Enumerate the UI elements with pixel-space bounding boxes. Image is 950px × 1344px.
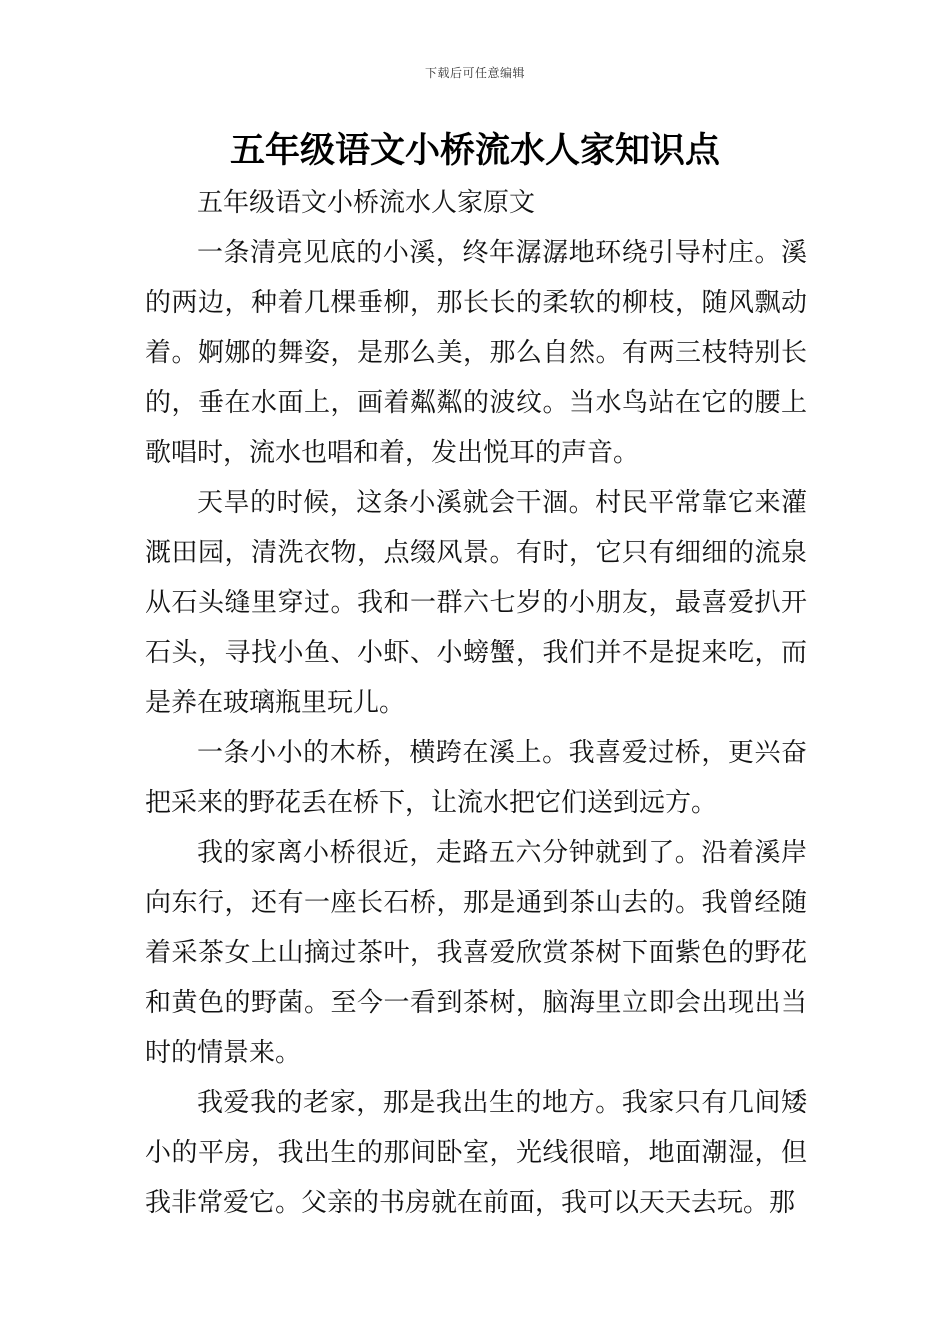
paragraph-4: 我的家离小桥很近，走路五六分钟就到了。沿着溪岸向东行，还有一座长石桥，那是通到茶山去的。我曾经随着采茶女上山摘过茶叶，我喜爱欣赏茶树下面紫色的野花和黄色的野菌。至今一看到茶树，脑海里立即会出现出当时的情景来。 (145, 838, 807, 1068)
document-title: 五年级语文小桥流水人家知识点 (229, 131, 720, 171)
paragraph-1: 一条清亮见底的小溪，终年潺潺地环绕引导村庄。溪的两边，种着几棵垂柳，那长长的柔软的柳枝，随风飘动着。婀娜的舞姿，是那么美，那么自然。有两三枝特别长的，垂在水面上，画着粼粼的波纹。当水鸟站在它的腰上歌唱时，流水也唱和着，发出悦耳的声音。 (145, 238, 807, 468)
paragraph-3: 一条小小的木桥，横跨在溪上。我喜爱过桥，更兴奋把采来的野花丢在桥下，让流水把它们送到远方。 (145, 738, 807, 818)
header-note: 下载后可任意编辑 (424, 66, 525, 80)
section-subheading: 五年级语文小桥流水人家原文 (197, 188, 536, 218)
paragraph-5: 我爱我的老家，那是我出生的地方。我家只有几间矮小的平房，我出生的那间卧室，光线很暗，地面潮湿，但我非常爱它。父亲的书房就在前面，我可以天天去玩。那 (145, 1088, 807, 1218)
paragraph-2: 天旱的时候，这条小溪就会干涸。村民平常靠它来灌溉田园，清洗衣物，点缀风景。有时，它只有细细的流泉从石头缝里穿过。我和一群六七岁的小朋友，最喜爱扒开石头，寻找小鱼、小虾、小螃蟹，我们并不是捉来吃，而是养在玻璃瓶里玩儿。 (145, 488, 807, 718)
document-body (145, 178, 807, 1228)
